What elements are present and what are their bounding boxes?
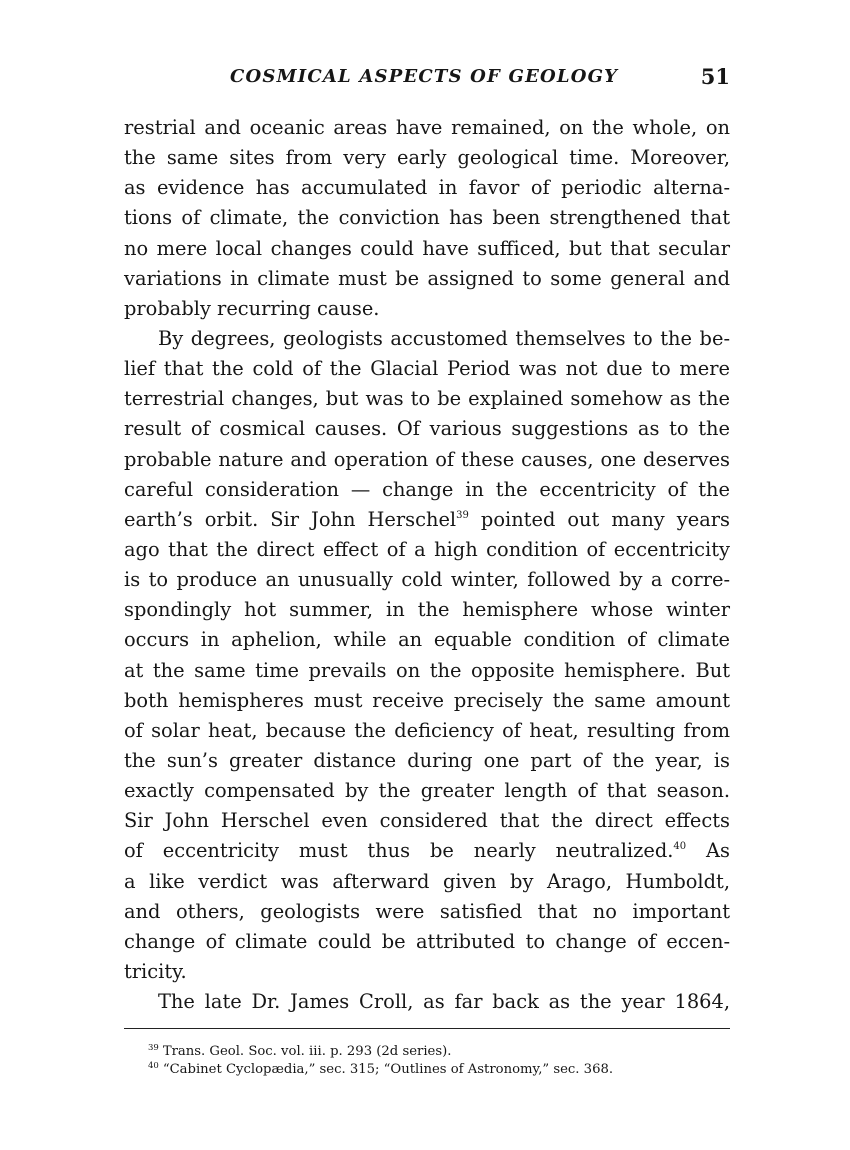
footnote-text: Trans. Geol. Soc. vol. iii. p. 293 (2d series). [162,1044,452,1059]
running-head [124,66,730,96]
text-line: The late Dr. James Croll, as far back as the year 1864, [158,990,730,1014]
paragraph-3 [124,987,730,1017]
text-line: the sun’s greater distance during one part of the year, is [124,748,730,772]
text-line: change of climate could be attributed to change of eccen- [124,929,730,953]
text-line: no mere local changes could have sufficed, but that secular [124,236,730,260]
text-line: occurs in aphelion, while an equable condition of climate [124,628,730,652]
footnotes [148,1043,728,1079]
text-line: variations in climate must be assigned to some general and [124,266,730,290]
text-line-with-footnote-39 [124,505,730,535]
text-line: tricity. [124,959,187,983]
footnote-ref-39: 39 [456,509,469,521]
text-line: as evidence has accumulated in favor of periodic alterna- [124,176,730,200]
text-line: By degrees, geologists accustomed themselves to the be- [158,326,730,350]
footnote-text: “Cabinet Cyclopædia,” sec. 315; “Outlines of Astronomy,” sec. 368. [162,1062,614,1077]
text-segment: of eccentricity must thus be nearly neutralized. [124,839,674,863]
text-segment: pointed out many years [468,507,730,531]
text-line: probable nature and operation of these causes, one deserves [124,447,730,471]
text-line: ago that the direct effect of a high condition of eccentricity [124,537,730,561]
text-line: Sir John Herschel even considered that the direct effects [124,809,730,833]
footnote-ref-40: 40 [673,841,687,853]
text-line: of solar heat, because the deficiency of heat, resulting from [124,718,730,742]
paragraph-2 [124,324,730,987]
paragraph-1 [124,113,730,324]
footnote-number: 39 [148,1043,159,1053]
footnote-39 [148,1043,728,1061]
text-line: tions of climate, the conviction has been strengthened that [124,206,730,230]
text-line: careful consideration — change in the eccentricity of the [124,477,730,501]
footnote-divider [124,1028,730,1029]
text-line: lief that the cold of the Glacial Period was not due to mere [124,357,730,381]
text-line: probably recurring cause. [124,296,380,320]
text-line: spondingly hot summer, in the hemisphere whose winter [124,598,730,622]
text-line: the same sites from very early geological time. Moreover, [124,146,730,170]
text-line-with-footnote-40 [124,836,730,866]
body-text [124,113,730,1017]
text-line: both hemispheres must receive precisely the same amount [124,688,730,712]
text-segment: As [686,839,730,863]
text-line: and others, geologists were satisfied that no important [124,899,730,923]
text-segment: earth’s orbit. Sir John Herschel [124,507,457,531]
footnote-number: 40 [148,1061,159,1071]
text-line: a like verdict was afterward given by Arago, Humboldt, [124,869,730,893]
running-title: COSMICAL ASPECTS OF GEOLOGY [230,66,619,87]
text-line: exactly compensated by the greater length of that season. [124,779,730,803]
text-line: terrestrial changes, but was to be explained somehow as the [124,387,730,411]
text-line: result of cosmical causes. Of various suggestions as to the [124,417,730,441]
text-line: is to produce an unusually cold winter, followed by a corre- [124,568,730,592]
text-line: restrial and oceanic areas have remained, on the whole, on [124,116,730,139]
page-number: 51 [700,64,730,89]
footnote-40 [148,1061,728,1079]
text-line: at the same time prevails on the opposite hemisphere. But [124,658,730,682]
